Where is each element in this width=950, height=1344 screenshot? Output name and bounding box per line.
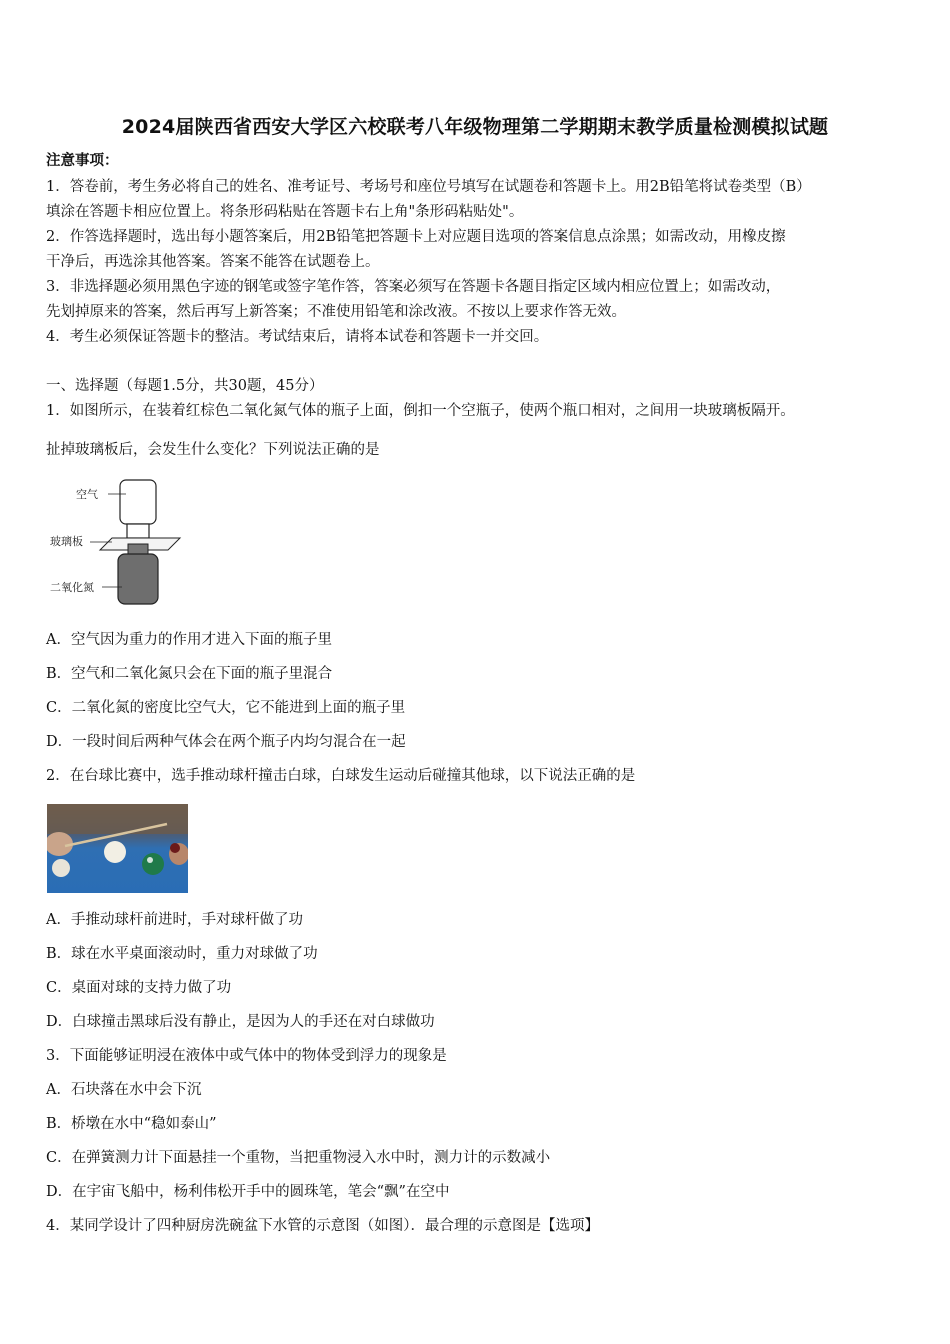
notice-line: 先划掉原来的答案，然后再写上新答案；不准使用铅笔和涂改液。不按以上要求作答无效。 — [46, 304, 626, 320]
label-no2: 二氧化氮 — [50, 581, 94, 594]
lower-bottle — [118, 554, 158, 604]
label-air: 空气 — [76, 488, 98, 501]
question-3-option-d: D．在宇宙飞船中，杨利伟松开手中的圆珠笔，笔会“飘”在空中 — [46, 1184, 450, 1200]
notice-line: 3．非选择题必须用黑色字迹的钢笔或签字笔作答，答案必须写在答题卡各题目指定区域内相应位置上；如需改动， — [46, 279, 781, 295]
question-1-option-c: C．二氧化氮的密度比空气大，它不能进到上面的瓶子里 — [46, 700, 406, 716]
small-ball — [52, 859, 70, 877]
question-4-stem: 4．某同学设计了四种厨房洗碗盆下水管的示意图（如图）．最合理的示意图是【选项】 — [46, 1218, 599, 1234]
question-1-stem-cont: 扯掉玻璃板后，会发生什么变化？下列说法正确的是 — [46, 442, 380, 458]
question-2-option-c: C．桌面对球的支持力做了功 — [46, 980, 232, 996]
section-heading: 一、选择题（每题1.5分，共30题，45分） — [46, 378, 324, 394]
billiards-photo — [47, 804, 188, 893]
question-1-option-a: A．空气因为重力的作用才进入下面的瓶子里 — [46, 632, 332, 648]
notice-heading: 注意事项： — [46, 152, 119, 169]
page-title: 2024届陕西省西安大学区六校联考八年级物理第二学期期末教学质量检测模拟试题 — [121, 116, 829, 138]
notice-line: 1．答卷前，考生务必将自己的姓名、准考证号、考场号和座位号填写在试题卷和答题卡上。用2B铅笔将试卷类型（B） — [46, 179, 811, 195]
question-2-stem: 2．在台球比赛中，选手推动球杆撞击白球，白球发生运动后碰撞其他球，以下说法正确的是 — [46, 768, 636, 784]
red-ball — [170, 843, 180, 853]
question-1-option-d: D．一段时间后两种气体会在两个瓶子内均匀混合在一起 — [46, 734, 406, 750]
question-2-option-d: D．白球撞击黑球后没有静止，是因为人的手还在对白球做功 — [46, 1014, 435, 1030]
notice-line: 填涂在答题卡相应位置上。将条形码粘贴在答题卡右上角"条形码粘贴处"。 — [46, 204, 524, 220]
question-3-option-a: A．石块落在水中会下沉 — [46, 1082, 202, 1098]
question-1-option-b: B．空气和二氧化氮只会在下面的瓶子里混合 — [46, 666, 333, 682]
label-glass-plate: 玻璃板 — [50, 535, 83, 548]
upper-bottle-neck — [127, 524, 149, 538]
notice-line: 2．作答选择题时，选出每小题答案后，用2B铅笔把答题卡上对应题目选项的答案信息点涂黑；如需改动，用橡皮擦 — [46, 229, 786, 245]
notice-line: 4．考生必须保证答题卡的整洁。考试结束后，请将本试卷和答题卡一并交回。 — [46, 329, 549, 345]
green-ball — [142, 853, 164, 875]
notice-line: 干净后，再选涂其他答案。答案不能答在试题卷上。 — [46, 254, 380, 270]
upper-bottle — [120, 480, 156, 524]
question-2-option-a: A．手推动球杆前进时，手对球杆做了功 — [46, 912, 303, 928]
white-ball — [104, 841, 126, 863]
gas-diffusion-figure — [46, 472, 186, 612]
question-3-stem: 3．下面能够证明浸在液体中或气体中的物体受到浮力的现象是 — [46, 1048, 447, 1064]
question-2-option-b: B．球在水平桌面滚动时，重力对球做了功 — [46, 946, 318, 962]
question-3-option-b: B．桥墩在水中“稳如泰山” — [46, 1116, 217, 1132]
question-1-stem: 1．如图所示，在装着红棕色二氧化氮气体的瓶子上面，倒扣一个空瓶子，使两个瓶口相对，之间用一块玻璃板隔开。 — [46, 403, 795, 419]
question-3-option-c: C．在弹簧测力计下面悬挂一个重物，当把重物浸入水中时，测力计的示数减小 — [46, 1150, 551, 1166]
